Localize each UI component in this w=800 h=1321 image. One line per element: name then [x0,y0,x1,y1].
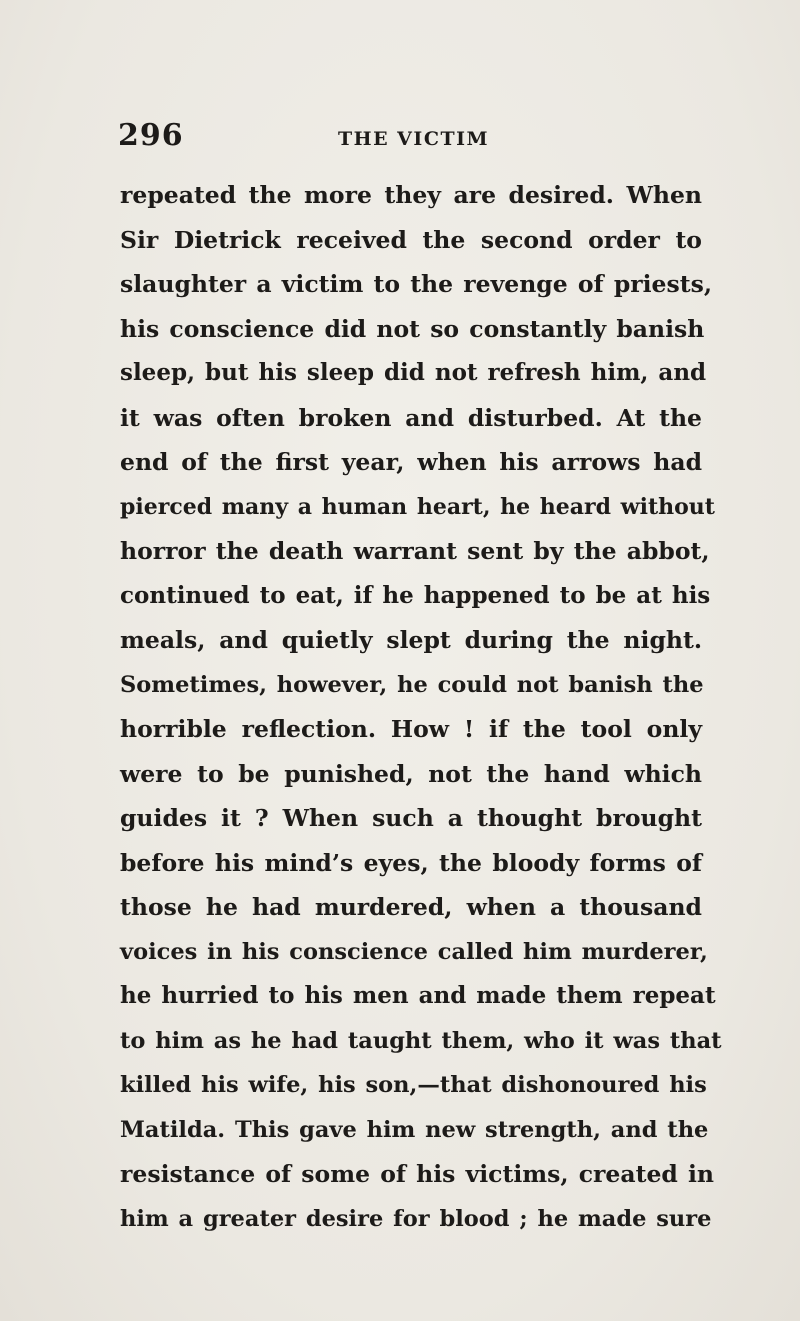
text-line: pierced many a human heart, he heard without [120,493,715,520]
text-line: him a greater desire for blood ; he made sure [120,1205,712,1232]
text-line: meals, and quietly slept during the night. [120,626,702,654]
text-line: end of the first year, when his arrows had [120,448,702,476]
text-line: to him as he had taught them, who it was that [120,1027,722,1054]
text-line: were to be punished, not the hand which [120,759,702,788]
text-line: continued to eat, if he happened to be at his [120,581,711,609]
text-line: resistance of some of his victims, created in [120,1160,715,1188]
page-header [0,118,800,158]
text-line: his conscience did not so constantly banish [120,314,705,343]
text-line: Sometimes, however, he could not banish the [120,671,704,698]
text-line: he hurried to his men and made them repeat [120,982,716,1009]
text-line: horrible reflection. How ! if the tool only [120,715,702,743]
text-line: killed his wife, his son,—that dishonoured his [120,1072,707,1098]
text-line: it was often broken and disturbed. At the [120,403,702,432]
body-text [120,173,722,1241]
text-line: slaughter a victim to the revenge of priests, [120,270,713,298]
text-line: sleep, but his sleep did not refresh him, and [120,359,707,386]
page-number: 296 [118,118,184,153]
text-line: repeated the more they are desired. When [120,181,702,209]
text-line: Sir Dietrick received the second order to [120,225,702,254]
text-line: Matilda. This gave him new strength, and the [120,1116,709,1143]
text-line: those he had murdered, when a thousand [120,893,702,921]
text-line: before his mind’s eyes, the bloody forms of [120,848,702,877]
text-line: guides it ? When such a thought brought [120,804,702,832]
text-line: voices in his conscience called him murderer, [120,938,708,965]
running-head: THE VICTIM [338,128,489,150]
text-line: horror the death warrant sent by the abbot, [120,537,710,565]
